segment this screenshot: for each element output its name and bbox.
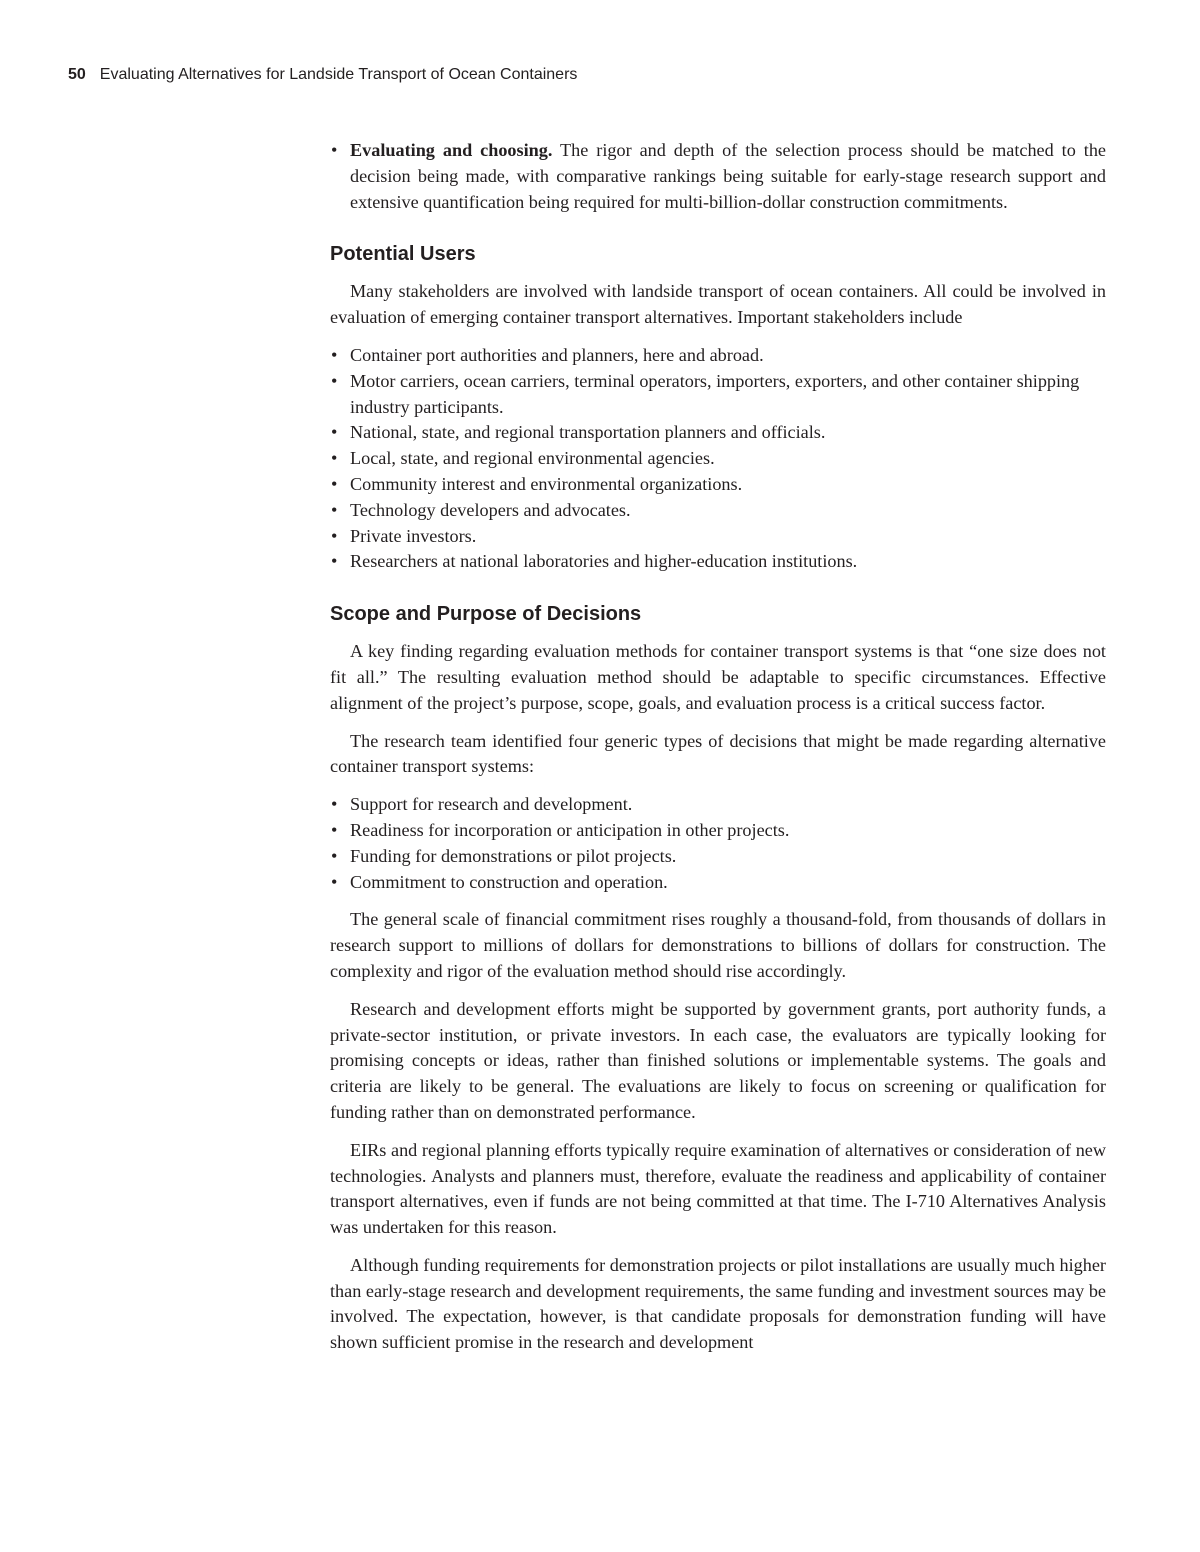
list-item: • Researchers at national laboratories and higher-education institutions. (330, 549, 1106, 575)
intro-bullet-list (330, 138, 1106, 215)
bullet-text: The rigor and depth of the selection process should be matched to the decision being made, with comparative rankings being suitable for early-stage research support and extensive quantification being required for multi-billion-dollar construction commitments. (350, 140, 1107, 212)
paragraph: The general scale of financial commitment rises roughly a thousand-fold, from thousands of dollars in research support to millions of dollars for demonstrations to billions of dollars for construction. The complexity and rigor of the evaluation method should rise accordingly. (330, 909, 1106, 981)
paragraph: Many stakeholders are involved with landside transport of ocean containers. All could be involved in evaluation of emerging container transport alternatives. Important stakeholders include (330, 281, 1106, 328)
page-number: 50 (68, 66, 86, 83)
paragraph: Research and development efforts might be supported by government grants, port authority funds, a private-sector institution, or private investors. In each case, the evaluators are typically looking for promising concepts or ideas, rather than finished solutions or implementable systems. The goals and criteria are likely to be general. The evaluations are likely to focus on screening or qualification for funding rather than on demonstrated performance. (330, 998, 1106, 1122)
stakeholder-list (330, 343, 1106, 575)
list-item (330, 138, 1106, 215)
bullet-lead: Evaluating and choosing. (350, 140, 553, 160)
running-title: Evaluating Alternatives for Landside Transport of Ocean Containers (99, 66, 578, 83)
list-item: • Local, state, and regional environmental agencies. (330, 446, 1106, 472)
decision-types-list (330, 792, 1106, 895)
list-item: • Container port authorities and planners, here and abroad. (330, 343, 1106, 369)
paragraph: A key finding regarding evaluation methods for container transport systems is that “one size does not fit all.” The resulting evaluation method should be adaptable to specific circumstances. Effective alignment of the project’s purpose, scope, goals, and evaluation process is a critical success factor. (330, 641, 1106, 713)
list-item: • Technology developers and advocates. (330, 498, 1106, 524)
list-item: • Support for research and development. (330, 792, 1106, 818)
main-content (330, 138, 1106, 1368)
list-item: • Readiness for incorporation or anticipation in other projects. (330, 818, 1106, 844)
list-item: • Community interest and environmental organizations. (330, 472, 1106, 498)
list-item: • Motor carriers, ocean carriers, terminal operators, importers, exporters, and other container shipping industry participants. (330, 369, 1106, 421)
paragraph: The research team identified four generic types of decisions that might be made regarding alternative container transport systems: (330, 730, 1106, 777)
paragraph: EIRs and regional planning efforts typically require examination of alternatives or consideration of new technologies. Analysts and planners must, therefore, evaluate the readiness and applicability of container transport alternatives, even if funds are not being committed at that time. The I-710 Alternatives Analysis was undertaken for this reason. (330, 1139, 1106, 1238)
list-item: • National, state, and regional transportation planners and officials. (330, 420, 1106, 446)
section-heading-scope: Scope and Purpose of Decisions (330, 603, 642, 626)
list-item: • Private investors. (330, 524, 1106, 550)
paragraph: Although funding requirements for demonstration projects or pilot installations are usually much higher than early-stage research and development requirements, the same funding and investment sources may be involved. The expectation, however, is that candidate proposals for demonstration funding will have shown sufficient promise in the research and development (330, 1254, 1106, 1353)
list-item: • Commitment to construction and operation. (330, 870, 1106, 896)
running-head (68, 66, 577, 84)
section-heading-potential-users: Potential Users (330, 243, 476, 266)
list-item: • Funding for demonstrations or pilot projects. (330, 844, 1106, 870)
